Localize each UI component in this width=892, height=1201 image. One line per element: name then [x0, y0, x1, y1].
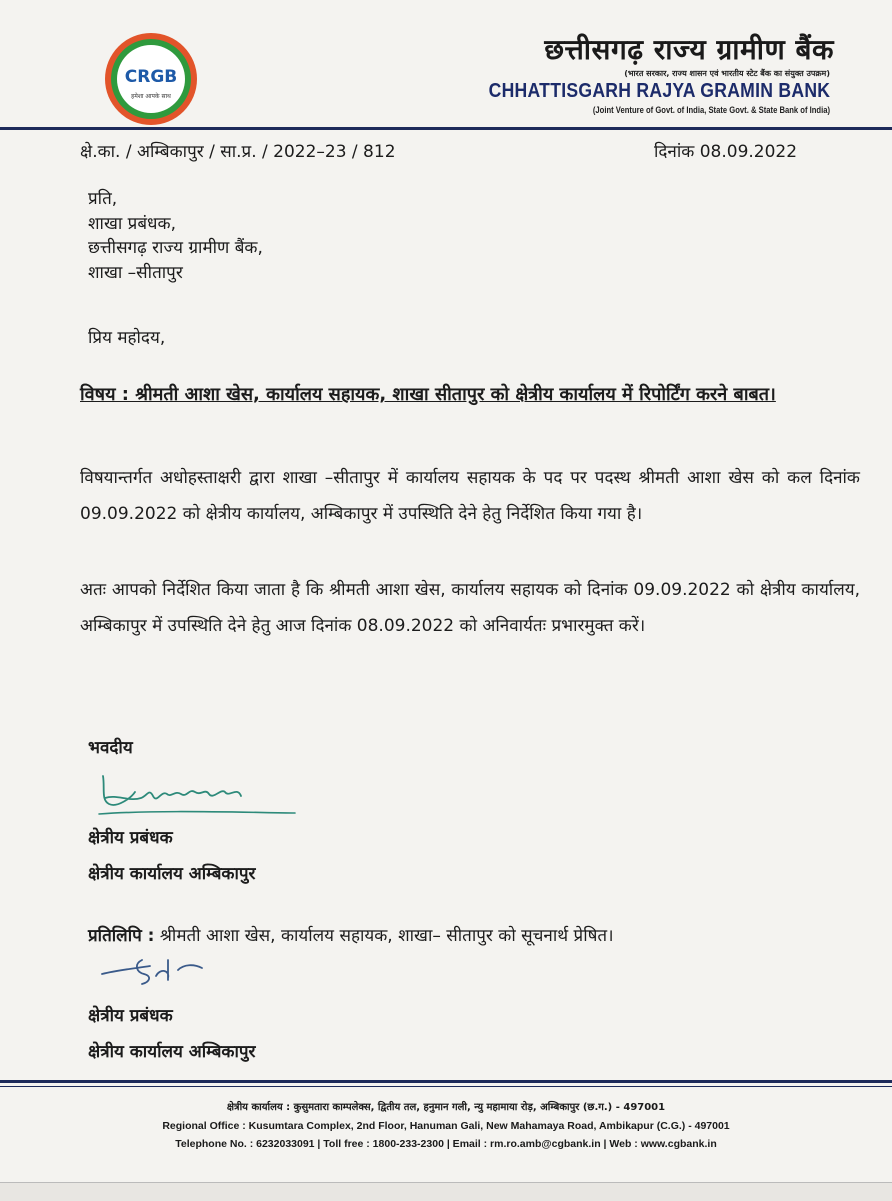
body-paragraph-2: अतः आपको निर्देशित किया जाता है कि श्रीमती आशा खेस, कार्यालय सहायक को दिनांक 09.09.2022 को क्षेत्रीय कार्यालय, अम्बिकापुर में उपस्थिति देने हेतु आज दिनांक 08.09.2022 को अनिवार्यतः प्रभारमुक्त करें। [80, 580, 860, 636]
bank-subtitle-english: (Joint Venture of Govt. of India, State Govt. & State Bank of India) [592, 105, 830, 115]
address-line: शाखा –सीतापुर [88, 262, 183, 283]
copy-text: श्रीमती आशा खेस, कार्यालय सहायक, शाखा– सीतापुर को सूचनार्थ प्रेषित। [159, 926, 614, 946]
footer-address-hindi: क्षेत्रीय कार्यालय : कुसुमतारा काम्पलेक्स, द्वितीय तल, हनुमान गली, न्यु महामाया रोड़, अम्बिकापुर (छ.ग.) - 497001 [226, 1102, 666, 1113]
address-line: शाखा प्रबंधक, [88, 213, 176, 234]
handwritten-signature [95, 758, 305, 828]
footer-rule-thin [0, 1086, 892, 1087]
handwritten-initials [98, 950, 228, 992]
letter-date: दिनांक 08.09.2022 [654, 142, 798, 162]
closing: भवदीय [88, 738, 133, 758]
address-line: छत्तीसगढ़ राज्य ग्रामीण बैंक, [88, 238, 263, 258]
letterhead [0, 0, 892, 140]
logo-tagline: हमेशा आपके साथ [131, 93, 171, 100]
logo-text: CRGB [124, 67, 178, 87]
footer-contact: Telephone No. : 6232033091 | Toll free : 1800-233-2300 | Email : rm.ro.amb@cgbank.in | Web : www.cgbank.in [175, 1138, 717, 1150]
signatory-office: क्षेत्रीय कार्यालय अम्बिकापुर [88, 1042, 256, 1062]
salutation: प्रिय महोदय, [88, 328, 166, 348]
bank-name-hindi: छत्तीसगढ़ राज्य ग्रामीण बैंक [544, 33, 834, 66]
footer-rule [0, 1080, 892, 1083]
crgb-logo [105, 33, 197, 125]
logo-inner-circle [117, 45, 185, 113]
body-paragraph-1: विषयान्तर्गत अधोहस्ताक्षरी द्वारा शाखा –सीतापुर में कार्यालय सहायक के पद पर पदस्थ श्रीमती आशा खेस को कल दिनांक 09.09.2022 को क्षेत्रीय कार्यालय, अम्बिकापुर में उपस्थिति देने हेतु निर्देशित किया गया है। [80, 468, 860, 524]
reference-number: क्षे.का. / अम्बिकापुर / सा.प्र. / 2022–23 / 812 [80, 142, 396, 162]
address-line: प्रति, [88, 189, 118, 209]
signatory-title: क्षेत्रीय प्रबंधक [88, 1006, 173, 1026]
footer [0, 1099, 892, 1153]
bank-name-english: CHHATTISGARH RAJYA GRAMIN BANK [488, 80, 830, 102]
bank-subtitle-hindi: (भारत सरकार, राज्य शासन एवं भारतीय स्टेट बैंक का संयुक्त उपक्रम) [624, 69, 830, 78]
footer-address-english: Regional Office : Kusumtara Complex, 2nd Floor, Hanuman Gali, New Mahamaya Road, Ambikapur (C.G.) - 497001 [162, 1120, 730, 1132]
recipient-address [88, 187, 263, 285]
copy-label: प्रतिलिपि : [88, 926, 155, 946]
page-edge [0, 1182, 892, 1201]
signatory-title: क्षेत्रीय प्रबंधक [88, 828, 173, 848]
header-rule [0, 127, 892, 130]
signatory-block-2 [88, 998, 255, 1070]
signatory-block [88, 820, 255, 892]
copy-to-line [88, 918, 614, 954]
subject-line: विषय : श्रीमती आशा खेस, कार्यालय सहायक, शाखा सीतापुर को क्षेत्रीय कार्यालय में रिपोर्टिंग करने बाबत। [80, 384, 776, 405]
signatory-office: क्षेत्रीय कार्यालय अम्बिकापुर [88, 864, 256, 884]
